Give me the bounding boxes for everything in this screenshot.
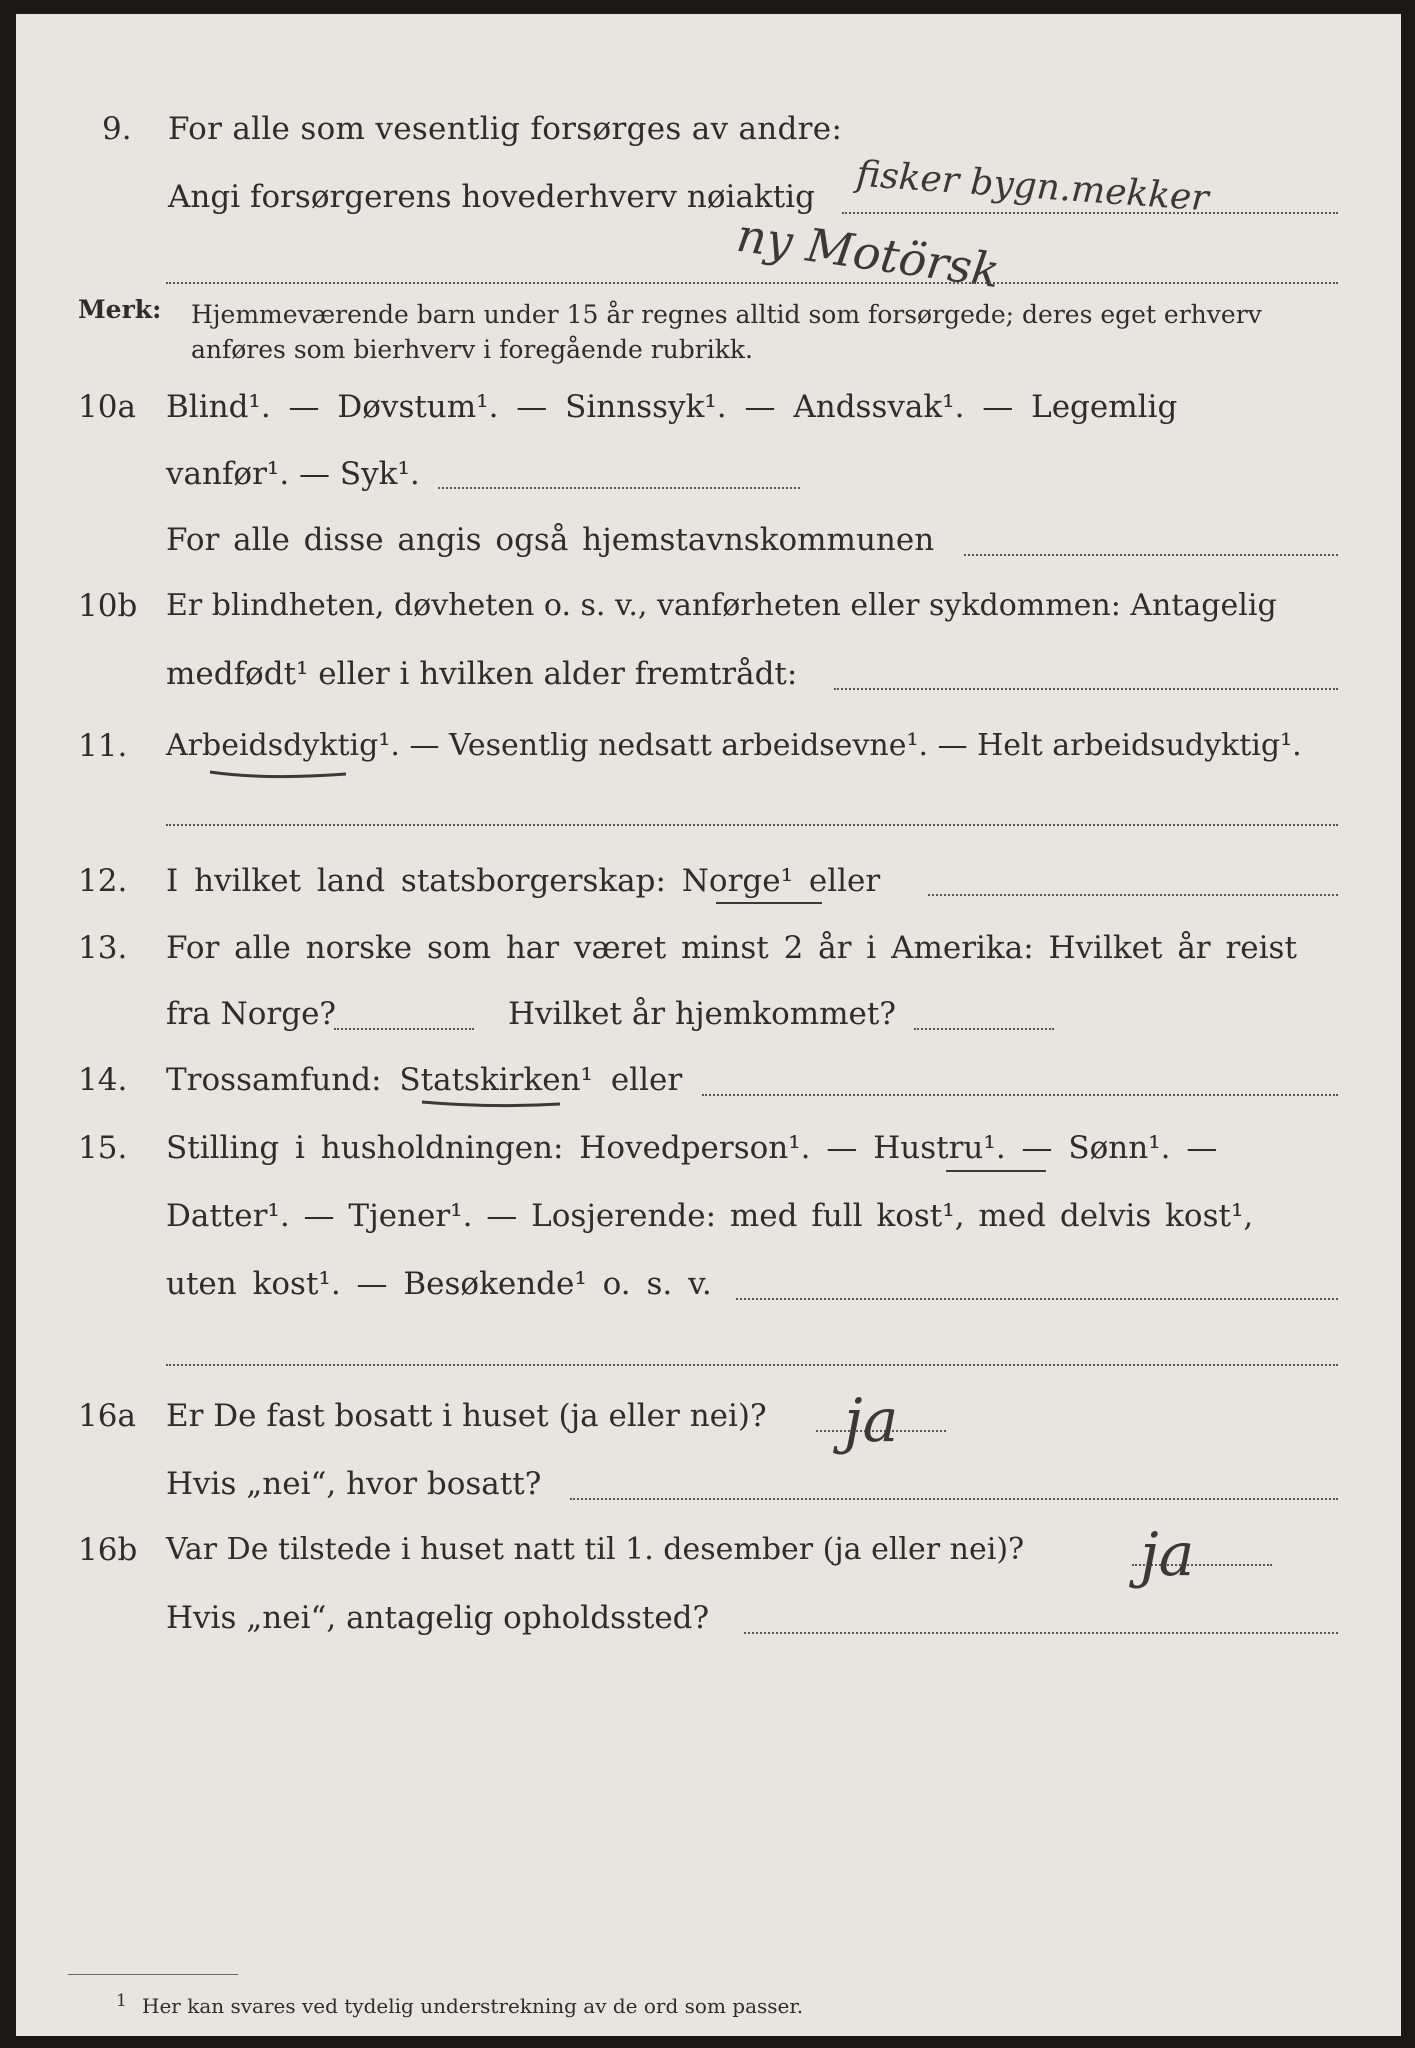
census-form-page bbox=[16, 14, 1401, 2036]
q13-hjemkommet-fill bbox=[914, 1028, 1054, 1030]
q9-number: 9. bbox=[102, 111, 132, 147]
q9-handwritten-occupation: fisker bygn.mekker bbox=[854, 153, 1210, 220]
q16b-line2: Hvis „nei“, antagelig opholdssted? bbox=[166, 1600, 710, 1636]
q14-number: 14. bbox=[78, 1062, 128, 1098]
q15-line3: uten kost¹. — Besøkende¹ o. s. v. bbox=[166, 1266, 712, 1302]
q9-extra-line bbox=[166, 282, 1338, 284]
q12-number: 12. bbox=[78, 863, 128, 899]
q9-answer-line bbox=[842, 212, 1338, 214]
q10b-line1: Er blindheten, døvheten o. s. v., vanførheten eller sykdommen: Antagelig bbox=[166, 588, 1277, 623]
footnote-mark: 1 bbox=[116, 1991, 127, 2011]
q16a-handwritten-answer: ja bbox=[844, 1386, 899, 1456]
q16a-line2: Hvis „nei“, hvor bosatt? bbox=[166, 1466, 542, 1502]
q14-line1: Trossamfund: Statskirken¹ eller bbox=[166, 1062, 683, 1098]
q16b-line2-fill bbox=[744, 1632, 1338, 1634]
merk-line1: Hjemmeværende barn under 15 år regnes alltid som forsørgede; deres eget erhverv bbox=[191, 300, 1262, 329]
q12-line1-fill bbox=[928, 894, 1338, 896]
q16b-number: 16b bbox=[78, 1532, 138, 1568]
q10a-number: 10a bbox=[78, 389, 136, 425]
q15-number: 15. bbox=[78, 1130, 128, 1166]
q15-hustru-underline bbox=[946, 1170, 1046, 1172]
q10b-number: 10b bbox=[78, 588, 138, 624]
q12-line1: I hvilket land statsborgerskap: Norge¹ eller bbox=[166, 863, 881, 899]
q15-extra-line bbox=[166, 1364, 1338, 1366]
q10b-line2-fill bbox=[834, 688, 1338, 690]
q13-line2a: fra Norge? bbox=[166, 996, 337, 1032]
q9-line2: Angi forsørgerens hovederhverv nøiaktig bbox=[168, 179, 815, 215]
q13-reist-fill bbox=[334, 1028, 474, 1030]
q13-number: 13. bbox=[78, 930, 128, 966]
q16a-line1: Er De fast bosatt i huset (ja eller nei)? bbox=[166, 1398, 767, 1434]
q14-line1-fill bbox=[702, 1094, 1338, 1096]
q10b-line2: medfødt¹ eller i hvilken alder fremtrådt: bbox=[166, 656, 798, 692]
q16a-line2-fill bbox=[570, 1498, 1338, 1500]
q13-line2b: Hvilket år hjemkommet? bbox=[508, 996, 896, 1032]
q16b-line1: Var De tilstede i huset natt til 1. desember (ja eller nei)? bbox=[166, 1532, 1025, 1567]
q10a-line1: Blind¹. — Døvstum¹. — Sinnssyk¹. — Andssvak¹. — Legemlig bbox=[166, 389, 1178, 425]
footnote-text: Her kan svares ved tydelig understrekning av de ord som passer. bbox=[142, 1994, 804, 2018]
q11-number: 11. bbox=[78, 728, 128, 764]
q12-norge-underline bbox=[716, 902, 822, 904]
q11-line1: Arbeidsdyktig¹. — Vesentlig nedsatt arbeidsevne¹. — Helt arbeidsudyktig¹. bbox=[166, 728, 1302, 763]
q9-line1: For alle som vesentlig forsørges av andre: bbox=[168, 111, 843, 147]
q9-handwritten-occupation-2: ny Motörsk bbox=[733, 207, 1004, 299]
q13-line1: For alle norske som har været minst 2 år i Amerika: Hvilket år reist bbox=[166, 930, 1297, 966]
q15-line1: Stilling i husholdningen: Hovedperson¹. — Hustru¹. — Sønn¹. — bbox=[166, 1130, 1218, 1166]
q15-line2: Datter¹. — Tjener¹. — Losjerende: med full kost¹, med delvis kost¹, bbox=[166, 1198, 1254, 1234]
merk-label: Merk: bbox=[78, 295, 162, 324]
q10a-line2: vanfør¹. — Syk¹. bbox=[166, 456, 420, 492]
q10a-line3: For alle disse angis også hjemstavnskommunen bbox=[166, 522, 935, 558]
q11-arbeidsdyktig-underline bbox=[206, 764, 376, 784]
q14-statskirken-underline bbox=[420, 1096, 570, 1112]
q10a-line3-fill bbox=[964, 554, 1338, 556]
merk-line2: anføres som bierhverv i foregående rubrikk. bbox=[191, 335, 753, 364]
q16a-number: 16a bbox=[78, 1398, 136, 1434]
footnote-rule bbox=[68, 1974, 238, 1975]
q11-extra-line bbox=[166, 824, 1338, 826]
q10a-line2-fill bbox=[438, 487, 800, 489]
q15-line3-fill bbox=[736, 1298, 1338, 1300]
q16b-handwritten-answer: ja bbox=[1140, 1520, 1195, 1590]
